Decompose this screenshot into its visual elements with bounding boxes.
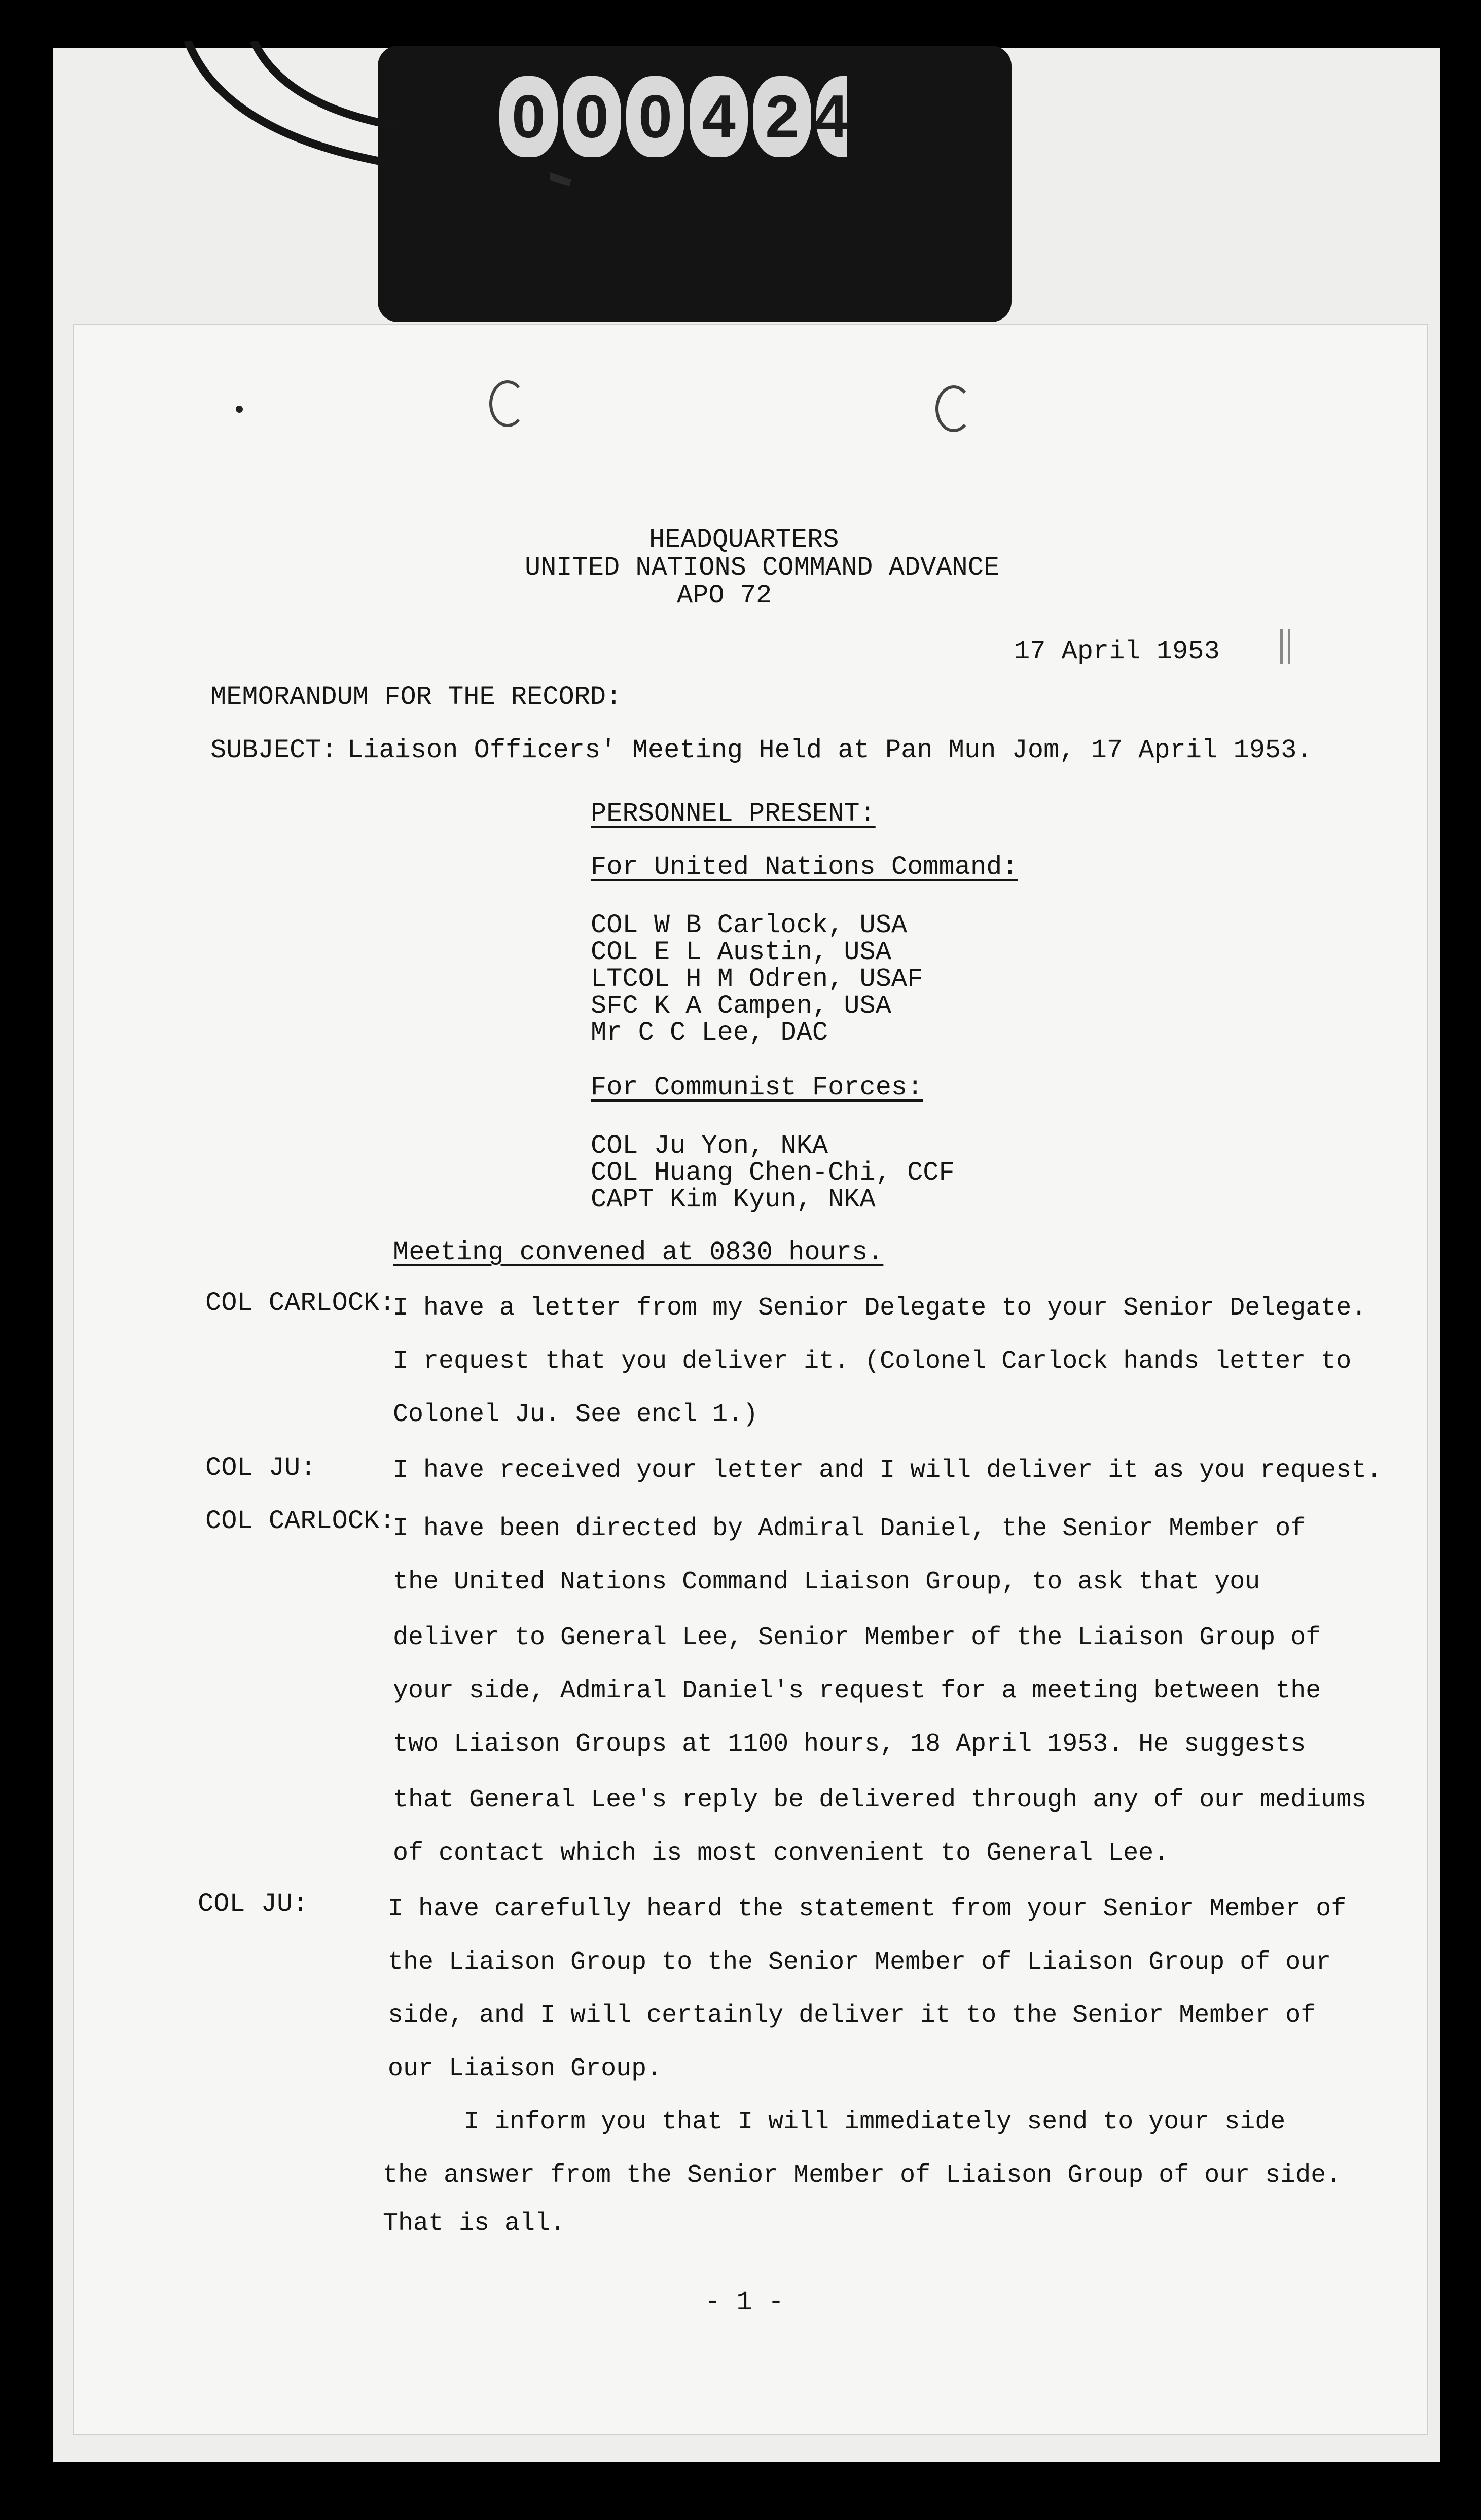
frame-counter	[499, 76, 847, 157]
punch-hole-left	[489, 380, 526, 427]
un-member: COL W B Carlock, USA	[591, 910, 908, 940]
punch-hole-right	[935, 385, 972, 432]
page-number: - 1 -	[705, 2287, 784, 2317]
statement-line: That is all.	[383, 2209, 566, 2238]
un-member: SFC K A Campen, USA	[591, 991, 891, 1021]
statement-line: that General Lee's reply be delivered through any of our mediums	[393, 1786, 1367, 1815]
statement-line: the United Nations Command Liaison Group, to ask that you	[393, 1568, 1260, 1596]
letterhead-line2: UNITED NATIONS COMMAND ADVANCE	[525, 553, 1000, 583]
statement-line: I have carefully heard the statement from your Senior Member of	[388, 1895, 1347, 1924]
counter-digit: 4	[816, 76, 847, 157]
speaker-label: COL CARLOCK:	[205, 1288, 395, 1318]
counter-digit: 2	[753, 76, 811, 157]
speck	[236, 406, 243, 413]
subject-label: SUBJECT:	[210, 735, 337, 765]
counter-digit: 0	[563, 76, 621, 157]
memo-title: MEMORANDUM FOR THE RECORD:	[210, 682, 622, 712]
statement-line: I request that you deliver it. (Colonel Carlock hands letter to	[393, 1347, 1352, 1376]
communist-member: CAPT Kim Kyun, NKA	[591, 1185, 876, 1215]
statement-line: your side, Admiral Daniel's request for a meeting between the	[393, 1677, 1321, 1706]
communist-member: COL Ju Yon, NKA	[591, 1131, 828, 1161]
un-command-heading: For United Nations Command:	[591, 852, 1018, 882]
statement-line: two Liaison Groups at 1100 hours, 18 April 1953. He suggests	[393, 1730, 1306, 1759]
communist-member: COL Huang Chen-Chi, CCF	[591, 1158, 955, 1188]
edge-mark	[1280, 629, 1283, 664]
statement-line: I have received your letter and I will deliver it as you request.	[393, 1456, 1382, 1485]
memo-date: 17 April 1953	[1014, 636, 1220, 666]
statement-line: deliver to General Lee, Senior Member of the Liaison Group of	[393, 1623, 1321, 1652]
un-member: Mr C C Lee, DAC	[591, 1018, 828, 1048]
statement-line: our Liaison Group.	[388, 2054, 662, 2083]
communist-forces-heading: For Communist Forces:	[591, 1073, 923, 1103]
meeting-convened: Meeting convened at 0830 hours.	[393, 1237, 884, 1267]
edge-mark	[1288, 629, 1290, 664]
statement-line: I inform you that I will immediately send to your side	[388, 2108, 1286, 2137]
counter-digit: 0	[499, 76, 558, 157]
statement-line: Colonel Ju. See encl 1.)	[393, 1400, 758, 1429]
statement-line: side, and I will certainly deliver it to the Senior Member of	[388, 2001, 1316, 2030]
statement-line: the Liaison Group to the Senior Member of Liaison Group of our	[388, 1948, 1331, 1977]
cable-wires-icon	[167, 41, 411, 172]
personnel-heading: PERSONNEL PRESENT:	[591, 799, 876, 829]
speaker-label: COL JU:	[198, 1889, 309, 1919]
subject-text: Liaison Officers' Meeting Held at Pan Mun Jom, 17 April 1953.	[347, 735, 1313, 765]
document-page	[74, 325, 1427, 2434]
speaker-label: COL CARLOCK:	[205, 1506, 395, 1536]
counter-digit: 0	[626, 76, 684, 157]
un-member: LTCOL H M Odren, USAF	[591, 964, 923, 994]
counter-digit: 4	[690, 76, 748, 157]
statement-line: the answer from the Senior Member of Liaison Group of our side.	[383, 2161, 1342, 2190]
letterhead-line3: APO 72	[677, 581, 772, 611]
statement-line: I have been directed by Admiral Daniel, the Senior Member of	[393, 1514, 1306, 1543]
letterhead-line1: HEADQUARTERS	[649, 525, 839, 555]
un-member: COL E L Austin, USA	[591, 937, 891, 967]
statement-line: I have a letter from my Senior Delegate to your Senior Delegate.	[393, 1294, 1367, 1323]
speaker-label: COL JU:	[205, 1453, 316, 1483]
statement-line: of contact which is most convenient to General Lee.	[393, 1839, 1169, 1868]
